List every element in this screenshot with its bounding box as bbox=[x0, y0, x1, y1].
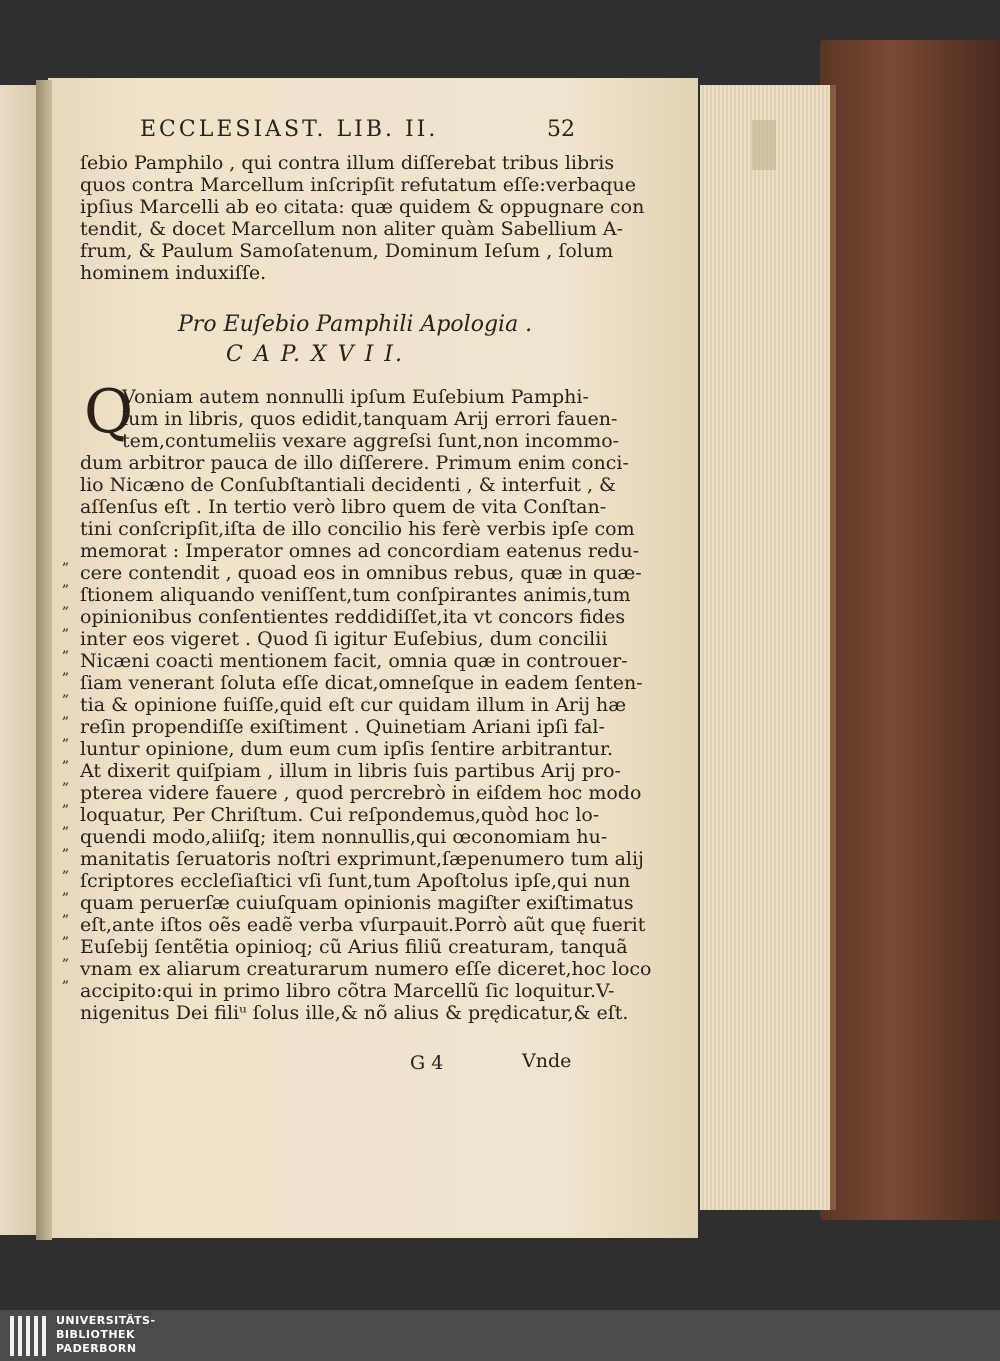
text-line: manitatis ſeruatoris noſtri exprimunt,ſæpenumero tum alij bbox=[80, 848, 644, 870]
library-logo-icon bbox=[10, 1316, 46, 1356]
text-line: quendi modo,aliiſq; item nonnullis,qui œconomiam hu- bbox=[80, 826, 608, 848]
text-line: reſin propendiſſe exiſtiment . Quinetiam Ariani ipſi fal- bbox=[80, 716, 605, 738]
text-line: accipito:qui in primo libro cõtra Marcellũ ſic loquitur.V- bbox=[80, 980, 615, 1002]
margin-mark: „ bbox=[62, 904, 70, 920]
text-line: Euſebij ſentẽtia opinioq; cũ Arius filiũ creaturam, tanquã bbox=[80, 936, 628, 958]
book-gutter bbox=[36, 80, 52, 1240]
text-line: opinionibus conſentientes reddidiſſet,ita vt concors fides bbox=[80, 606, 626, 628]
left-page-edge bbox=[0, 85, 40, 1235]
margin-mark: „ bbox=[62, 618, 70, 634]
library-name bbox=[56, 1314, 156, 1356]
text-line: dum arbitror pauca de illo diſſerere. Primum enim conci- bbox=[80, 452, 629, 474]
margin-mark: „ bbox=[62, 552, 70, 568]
text-line: quam peruerſæ cuiuſquam opinionis magiſter exiſtimatus bbox=[80, 892, 634, 914]
text-line: Voniam autem nonnulli ipſum Euſebium Pamphi- bbox=[122, 386, 589, 408]
page-number: 52 bbox=[547, 117, 575, 142]
edge-stamp bbox=[752, 120, 776, 170]
signature-mark: G 4 bbox=[410, 1052, 444, 1074]
text-line: ſiam venerant ſoluta eſſe dicat,omneſque in eadem ſenten- bbox=[80, 672, 643, 694]
margin-mark: „ bbox=[62, 728, 70, 744]
text-line: frum, & Paulum Samoſatenum, Dominum Ieſum , ſolum bbox=[80, 240, 614, 262]
text-line: ſebio Pamphilo , qui contra illum diſſerebat tribus libris bbox=[80, 152, 615, 174]
page-header bbox=[140, 117, 575, 149]
text-line: lio Nicæno de Conſubſtantiali decidenti , & interfuit , & bbox=[80, 474, 616, 496]
text-line: cere contendit , quoad eos in omnibus rebus, quæ in quæ- bbox=[80, 562, 642, 584]
margin-mark: „ bbox=[62, 926, 70, 942]
margin-mark: „ bbox=[62, 970, 70, 986]
text-line: nigenitus Dei filiᵘ ſolus ille,& nõ alius & prędicatur,& eſt. bbox=[80, 1002, 629, 1024]
page-edges bbox=[700, 85, 836, 1210]
text-line: pterea videre fauere , quod percrebrò in eiſdem hoc modo bbox=[80, 782, 642, 804]
text-line: luntur opinione, dum eum cum ipſis ſentire arbitrantur. bbox=[80, 738, 614, 760]
text-line: inter eos vigeret . Quod ſi igitur Euſebius, dum concilii bbox=[80, 628, 608, 650]
library-footer-bar bbox=[0, 1310, 1000, 1361]
library-name-line: PADERBORN bbox=[56, 1342, 137, 1355]
text-line: quos contra Marcellum inſcripſit refutatum eſſe:verbaque bbox=[80, 174, 636, 196]
margin-mark: „ bbox=[62, 596, 70, 612]
chapter-number: C A P. X V I I. bbox=[226, 342, 404, 367]
text-line: At dixerit quiſpiam , illum in libris ſuis partibus Arij pro- bbox=[80, 760, 621, 782]
text-line: tendit, & docet Marcellum non aliter quàm Sabellium A- bbox=[80, 218, 624, 240]
margin-mark: „ bbox=[62, 882, 70, 898]
chapter-title: Pro Euſebio Pamphili Apologia . bbox=[178, 312, 533, 337]
text-line: memorat : Imperator omnes ad concordiam eatenus redu- bbox=[80, 540, 639, 562]
margin-mark: „ bbox=[62, 948, 70, 964]
catchword: Vnde bbox=[522, 1050, 572, 1072]
margin-mark: „ bbox=[62, 574, 70, 590]
text-line: ſcriptores eccleſiaſtici vſi ſunt,tum Apoſtolus ipſe,qui nun bbox=[80, 870, 631, 892]
text-line: eſt,ante iſtos oẽs eadẽ verba vſurpauit.Porrò aũt quę fuerit bbox=[80, 914, 646, 936]
margin-mark: „ bbox=[62, 706, 70, 722]
margin-mark: „ bbox=[62, 860, 70, 876]
margin-mark: „ bbox=[62, 640, 70, 656]
text-line: tini conſcripſit,iſta de illo concilio his ferè verbis ipſe com bbox=[80, 518, 635, 540]
margin-mark: „ bbox=[62, 684, 70, 700]
text-line: lum in libris, quos edidit,tanquam Arij errori fauen- bbox=[122, 408, 618, 430]
text-line: vnam ex aliarum creaturarum numero eſſe diceret,hoc loco bbox=[80, 958, 652, 980]
margin-mark: „ bbox=[62, 750, 70, 766]
text-line: aſſenſus eſt . In tertio verò libro quem de vita Conſtan- bbox=[80, 496, 607, 518]
text-line: tem,contumeliis vexare aggreſsi ſunt,non incommo- bbox=[122, 430, 620, 452]
library-name-line: UNIVERSITÄTS- bbox=[56, 1314, 156, 1327]
margin-mark: „ bbox=[62, 794, 70, 810]
text-line: hominem induxiſſe. bbox=[80, 262, 267, 284]
text-line: loquatur, Per Chriſtum. Cui reſpondemus,quòd hoc lo- bbox=[80, 804, 600, 826]
running-title: ECCLESIAST. LIB. II. bbox=[140, 117, 439, 142]
margin-mark: „ bbox=[62, 838, 70, 854]
drop-cap: Q bbox=[84, 377, 134, 447]
margin-mark: „ bbox=[62, 772, 70, 788]
text-line: tia & opinione fuiſſe,quid eſt cur quidam illum in Arij hæ bbox=[80, 694, 627, 716]
margin-mark: „ bbox=[62, 816, 70, 832]
text-line: ſtionem aliquando veniſſent,tum conſpirantes animis,tum bbox=[80, 584, 631, 606]
margin-mark: „ bbox=[62, 662, 70, 678]
library-name-line: BIBLIOTHEK bbox=[56, 1328, 136, 1341]
book-cover bbox=[820, 40, 1000, 1220]
text-line: Nicæni coacti mentionem facit, omnia quæ in controuer- bbox=[80, 650, 628, 672]
text-line: ipſius Marcelli ab eo citata: quæ quidem & oppugnare con bbox=[80, 196, 645, 218]
